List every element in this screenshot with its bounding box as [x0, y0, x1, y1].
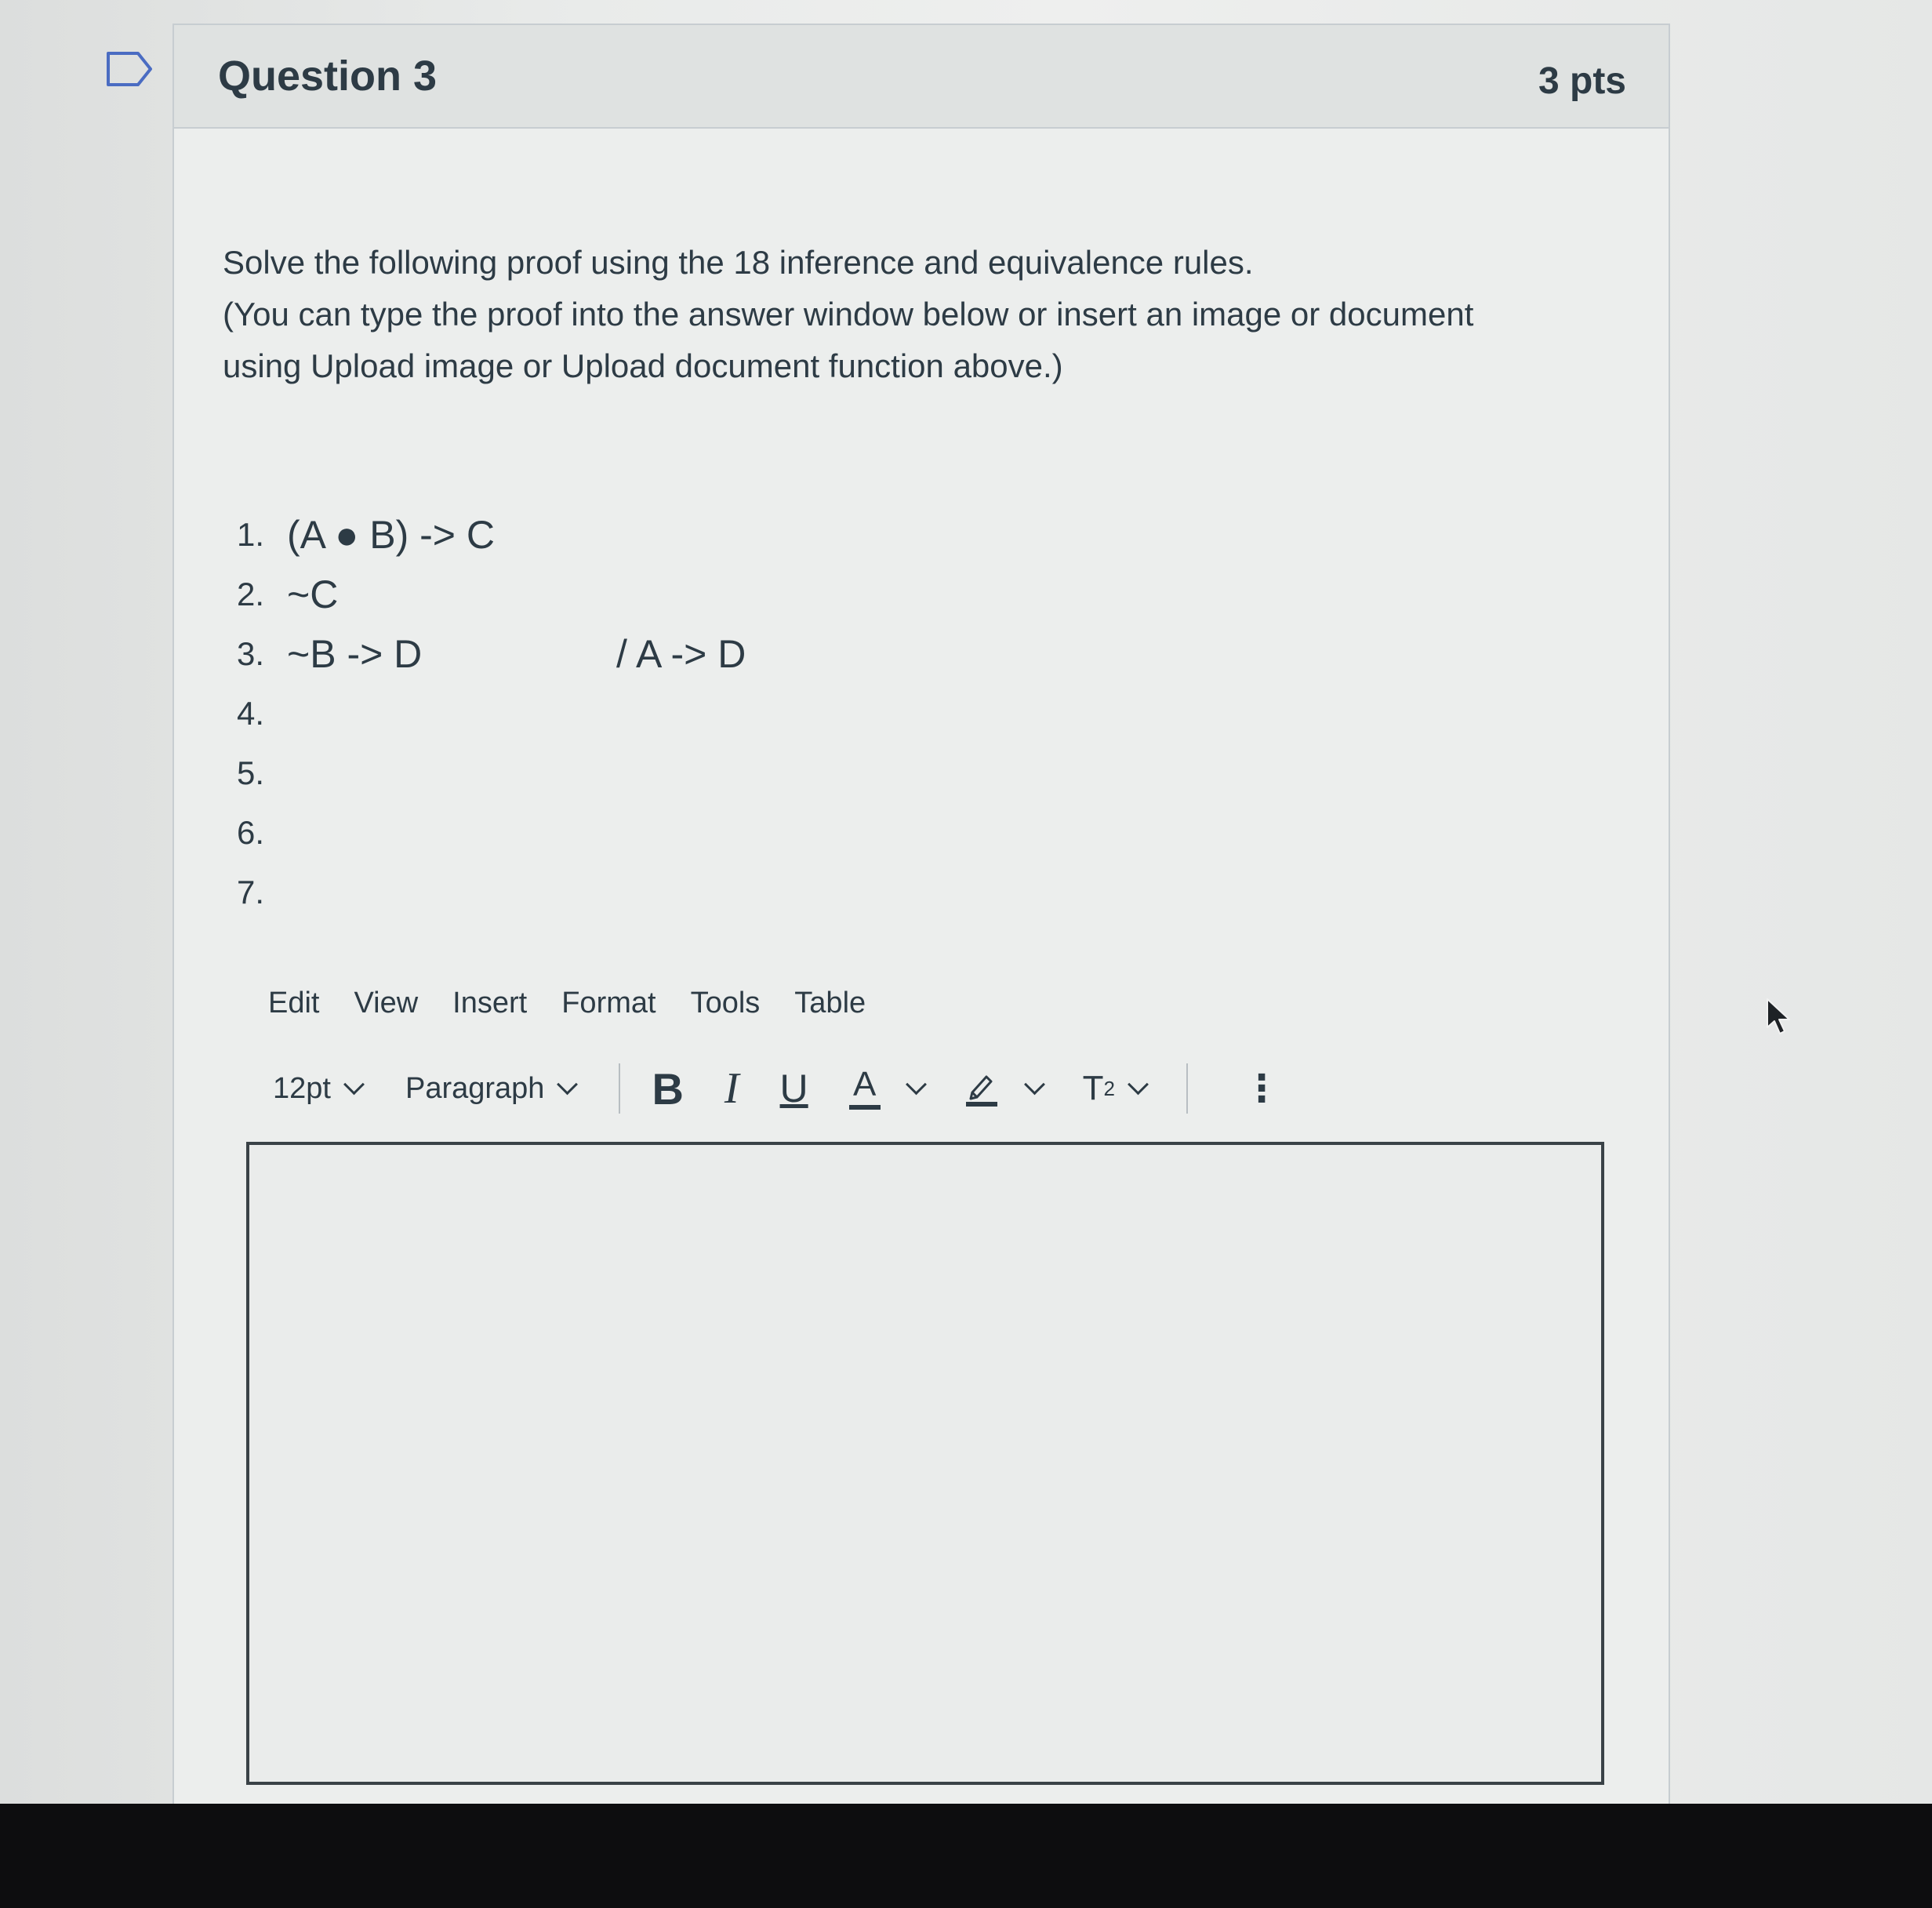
proof-line-number: 4. — [237, 695, 265, 732]
mouse-pointer-icon — [1766, 998, 1794, 1038]
question-title: Question 3 — [218, 53, 438, 100]
proof-line-number: 7. — [237, 874, 265, 910]
proof-line — [237, 505, 746, 565]
menu-view[interactable]: View — [354, 987, 419, 1019]
flag-icon[interactable] — [105, 50, 154, 88]
menu-insert[interactable]: Insert — [452, 987, 528, 1019]
proof-list — [237, 505, 746, 922]
more-options-icon[interactable]: ⋮ — [1243, 1068, 1281, 1110]
question-text — [223, 237, 1618, 392]
underline-button[interactable]: U — [779, 1067, 808, 1110]
proof-line — [237, 565, 746, 624]
proof-line-number: 2. — [237, 576, 265, 612]
toolbar-divider — [619, 1063, 620, 1114]
question-card — [172, 24, 1670, 1819]
proof-line — [237, 684, 746, 743]
bold-button[interactable]: B — [652, 1063, 684, 1114]
proof-formula: (A ● B) -> C — [287, 513, 495, 557]
italic-button[interactable]: I — [724, 1064, 739, 1113]
proof-line — [237, 743, 746, 803]
answer-editor-area[interactable] — [246, 1142, 1604, 1785]
toolbar-divider — [1186, 1063, 1188, 1114]
superscript-button[interactable] — [1083, 1061, 1146, 1116]
chevron-down-icon — [1128, 1074, 1149, 1095]
block-format-value: Paragraph — [405, 1071, 545, 1105]
editor-menubar — [268, 987, 866, 1020]
editor-toolbar — [273, 1057, 1321, 1120]
text-color-icon — [849, 1067, 881, 1110]
menu-format[interactable]: Format — [561, 987, 656, 1019]
text-color-button[interactable] — [849, 1061, 924, 1116]
superscript-glyph: T — [1082, 1069, 1104, 1107]
menu-edit[interactable]: Edit — [268, 987, 320, 1019]
block-format-select[interactable] — [405, 1072, 575, 1106]
question-header — [174, 25, 1669, 129]
superscript-number: 2 — [1103, 1076, 1116, 1100]
question-text-line: Solve the following proof using the 18 inference and equivalence rules. — [223, 244, 1254, 281]
monitor-bezel — [0, 1804, 1932, 1908]
proof-formula: ~C — [287, 572, 339, 616]
proof-conclusion: / A -> D — [616, 632, 746, 676]
highlighter-icon — [964, 1069, 999, 1108]
font-size-value: 12pt — [273, 1071, 331, 1105]
proof-line-number: 5. — [237, 754, 265, 791]
menu-table[interactable]: Table — [794, 987, 866, 1019]
chevron-down-icon — [343, 1074, 365, 1095]
proof-line-number: 1. — [237, 516, 265, 553]
text-color-glyph: A — [852, 1065, 877, 1103]
chevron-down-icon — [557, 1074, 579, 1095]
proof-line — [237, 863, 746, 922]
question-text-line: (You can type the proof into the answer window below or insert an image or document — [223, 296, 1474, 333]
proof-line — [237, 624, 746, 684]
font-size-select[interactable] — [273, 1072, 361, 1106]
proof-line — [237, 803, 746, 863]
chevron-down-icon[interactable] — [1024, 1074, 1045, 1095]
question-points: 3 pts — [1538, 60, 1626, 102]
highlight-color-button[interactable] — [964, 1061, 1042, 1116]
proof-line-number: 6. — [237, 814, 265, 851]
chevron-down-icon[interactable] — [906, 1074, 927, 1095]
menu-tools[interactable]: Tools — [690, 987, 761, 1019]
proof-line-number: 3. — [237, 635, 265, 672]
proof-formula: ~B -> D — [287, 632, 423, 676]
question-text-line: using Upload image or Upload document function above.) — [223, 347, 1063, 384]
